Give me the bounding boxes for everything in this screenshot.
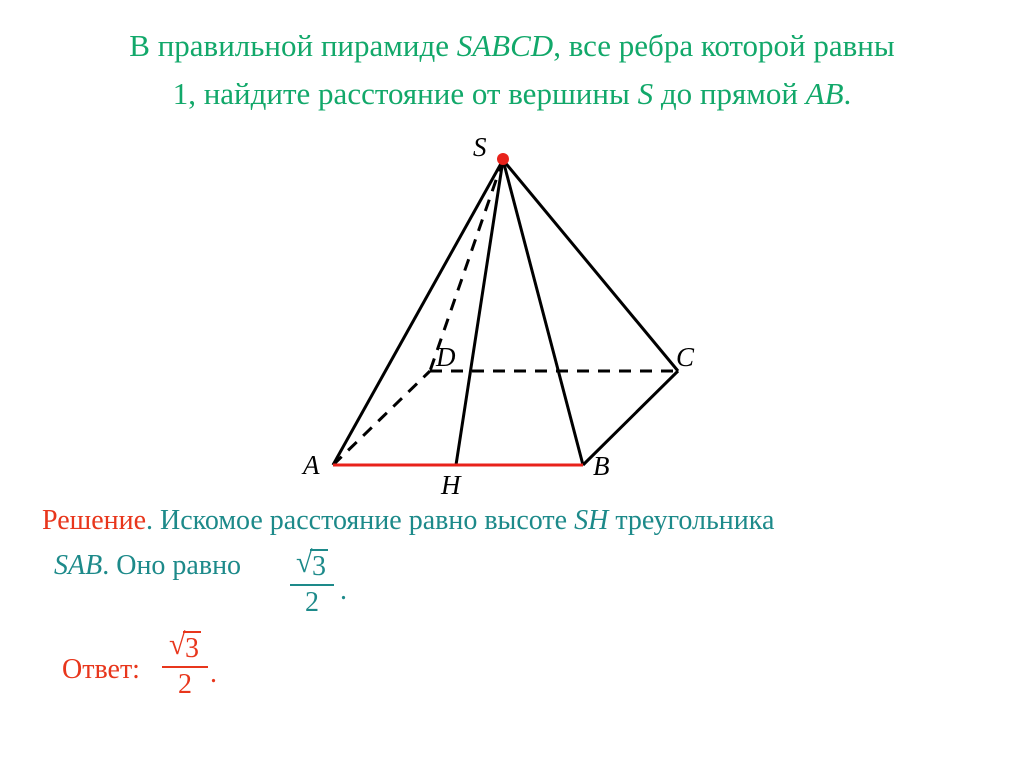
apex-point xyxy=(497,153,509,165)
solution-numerator: 3 xyxy=(312,551,326,582)
label-S: S xyxy=(473,132,487,162)
vertex-name: S xyxy=(637,76,654,111)
problem-text-4: до прямой xyxy=(653,76,806,111)
answer-fraction xyxy=(162,628,208,702)
answer-numerator: 3 xyxy=(185,633,199,664)
sqrt-icon: √ 3 xyxy=(169,628,199,664)
problem-text-3: 1, найдите расстояние от вершины xyxy=(172,76,638,111)
solution-end: . xyxy=(340,575,347,606)
segment-name: SH xyxy=(574,505,609,536)
line-name: AB xyxy=(805,76,844,111)
edge-AD xyxy=(333,371,430,465)
solution-line-1 xyxy=(42,503,1002,539)
answer-denominator: 2 xyxy=(178,669,192,700)
sqrt-icon: √ 3 xyxy=(296,546,326,582)
solution-text-3: . Оно равно xyxy=(102,550,242,581)
solution-line-2 xyxy=(54,548,241,584)
problem-text-2: , все ребра которой равны xyxy=(553,28,895,63)
solution-fraction xyxy=(290,546,334,620)
label-H: H xyxy=(441,470,461,500)
solution-text-2: треугольника xyxy=(608,505,775,536)
solution-dot: . xyxy=(146,505,154,536)
problem-text-1: В правильной пирамиде xyxy=(129,28,457,63)
edge-SD xyxy=(430,160,503,371)
edge-SB xyxy=(503,160,583,465)
segment-SH xyxy=(456,160,503,465)
label-D: D xyxy=(436,342,456,372)
answer-label: Ответ: xyxy=(62,654,140,685)
label-B: B xyxy=(593,451,610,481)
solution-heading: Решение xyxy=(42,505,147,536)
solution-text-1: Искомое расстояние равно высоте xyxy=(153,505,575,536)
solution-denominator: 2 xyxy=(305,587,319,618)
edge-SA xyxy=(333,160,503,465)
label-A: A xyxy=(303,450,320,480)
pyramid-name: SABCD xyxy=(456,28,554,63)
triangle-name: SAB xyxy=(54,550,103,581)
label-C: C xyxy=(676,342,695,372)
answer-end: . xyxy=(210,658,217,689)
problem-text-5: . xyxy=(843,76,852,111)
